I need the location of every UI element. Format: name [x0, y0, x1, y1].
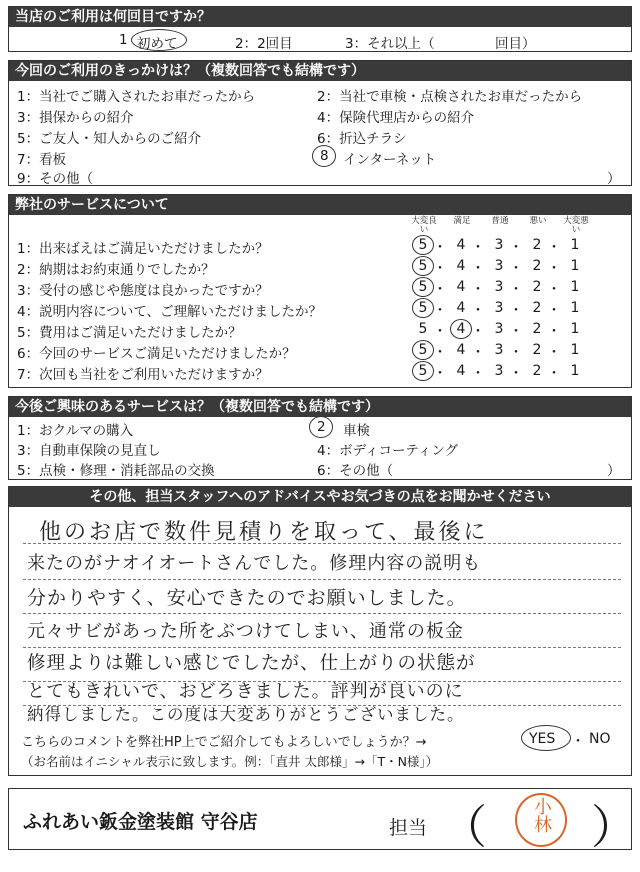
service-question: 7：次回も当社をご利用いただけますか？ [17, 367, 269, 383]
trigger-opt3: 3：損保からの紹介 [17, 110, 134, 126]
hp-consent-no: NO [589, 731, 611, 747]
interest-section [8, 396, 632, 480]
trigger-opt7: 7：看板 [17, 152, 67, 168]
service-question: 2：納期はお約束通りでしたか？ [17, 262, 215, 278]
interest-opt6-close: ） [607, 463, 621, 479]
trigger-opt9: 9：その他（ [17, 171, 94, 187]
selected-rating-circle [412, 256, 434, 276]
trigger-opt1: 1：当社でご購入されたお車だったから [17, 89, 256, 105]
selected-rating-circle [412, 298, 434, 318]
rating-separator: ・ [433, 282, 447, 298]
visit-count-header: 当店のご利用は何回目ですか？ [9, 7, 631, 27]
rating-option: 3 [494, 363, 504, 379]
hp-consent-separator: ・ [571, 734, 585, 750]
rating-separator: ・ [509, 282, 523, 298]
service-question: 6：今回のサービスご満足いただけましたか？ [17, 346, 296, 362]
rating-option: 4 [456, 342, 466, 358]
rating-separator: ・ [509, 366, 523, 382]
interest-opt2-number: 2 [317, 419, 326, 435]
rating-option: 1 [570, 237, 580, 253]
interest-opt4: 4：ボディコーティング [317, 443, 459, 459]
interest-opt2-circle [309, 416, 333, 438]
rating-option: 3 [494, 342, 504, 358]
rating-option: 5 [418, 258, 428, 274]
trigger-opt2: 2：当社で車検・点検されたお車だったから [317, 89, 583, 105]
staff-label: 担当 [389, 817, 428, 839]
staff-seal-text: 小林 [531, 797, 552, 833]
scale-label-very-bad: 大変悪い [563, 216, 589, 235]
comment-line-2: 来たのがナオイオートさんでした。修理内容の説明も [27, 553, 482, 574]
rating-option: 4 [456, 300, 466, 316]
rating-separator: ・ [433, 324, 447, 340]
selected-rating-circle [412, 235, 434, 255]
rating-option: 3 [494, 279, 504, 295]
rating-separator: ・ [471, 324, 485, 340]
rating-option: 4 [456, 321, 466, 337]
rating-option: 4 [456, 363, 466, 379]
rating-separator: ・ [547, 366, 561, 382]
rating-option: 5 [418, 321, 428, 337]
rating-separator: ・ [471, 282, 485, 298]
rating-option: 2 [532, 321, 542, 337]
rating-option: 4 [456, 237, 466, 253]
trigger-opt8-circle [312, 145, 336, 167]
rating-option: 2 [532, 342, 542, 358]
rating-option: 5 [418, 300, 428, 316]
staff-open-paren: （ [441, 800, 487, 854]
interest-opt5: 5：点検・修理・消耗部品の交換 [17, 463, 215, 479]
rating-option: 5 [418, 237, 428, 253]
comment-line-3: 分かりやすく、安心できたのでお願いしました。 [27, 587, 467, 609]
rating-separator: ・ [509, 345, 523, 361]
rating-option: 2 [532, 363, 542, 379]
visit-opt2: 2：2回目 [235, 36, 293, 52]
comment-header: その他、担当スタッフへのアドバイスやお気づきの点をお聞かせください [9, 487, 631, 507]
selected-rating-circle [412, 277, 434, 297]
rating-separator: ・ [509, 261, 523, 277]
rating-option: 5 [418, 342, 428, 358]
visit-opt1-label: 初めて [137, 36, 178, 52]
rating-separator: ・ [547, 303, 561, 319]
trigger-opt6: 6：折込チラシ [317, 131, 407, 147]
interest-header: 今後ご興味のあるサービスは？（複数回答でも結構です） [9, 397, 631, 417]
rating-option: 3 [494, 321, 504, 337]
rating-separator: ・ [547, 240, 561, 256]
rating-option: 1 [570, 279, 580, 295]
initials-note: （お名前はイニシャル表示に致します。例：「直井 太郎様」→「T・N様」） [21, 754, 439, 769]
service-question: 5：費用はご満足いただけましたか？ [17, 325, 242, 341]
comment-line-6: とてもきれいで、おどろきました。評判が良いのに [27, 681, 464, 702]
rating-option: 1 [570, 342, 580, 358]
interest-opt6: 6：その他（ [317, 463, 394, 479]
selected-rating-circle [412, 361, 434, 381]
rating-separator: ・ [509, 303, 523, 319]
trigger-opt4: 4：保険代理店からの紹介 [317, 110, 475, 126]
scale-label-bad: 悪い [529, 216, 547, 226]
rating-separator: ・ [547, 282, 561, 298]
comment-ruled-line [23, 647, 621, 648]
hp-consent-yes-circle [521, 725, 571, 751]
rating-separator: ・ [433, 303, 447, 319]
shop-footer [8, 788, 637, 854]
selected-rating-circle [450, 319, 472, 339]
service-question: 3：受付の感じや態度は良かったですか？ [17, 283, 269, 299]
service-section [8, 194, 632, 388]
trigger-section [8, 60, 632, 186]
rating-separator: ・ [471, 261, 485, 277]
rating-separator: ・ [471, 366, 485, 382]
trigger-opt5: 5：ご友人・知人からのご紹介 [17, 131, 202, 147]
interest-opt1: 1：おクルマの購入 [17, 423, 134, 439]
rating-option: 5 [418, 363, 428, 379]
rating-option: 2 [532, 279, 542, 295]
rating-option: 3 [494, 237, 504, 253]
selected-rating-circle [412, 340, 434, 360]
interest-opt3: 3：自動車保険の見直し [17, 443, 161, 459]
visit-count-section [8, 6, 632, 52]
rating-separator: ・ [471, 240, 485, 256]
rating-option: 4 [456, 279, 466, 295]
visit-opt1-number: 1 [119, 32, 128, 48]
rating-option: 1 [570, 300, 580, 316]
visit-opt3: 3：それ以上（ [345, 36, 435, 52]
rating-separator: ・ [509, 240, 523, 256]
rating-separator: ・ [433, 366, 447, 382]
hp-consent-question: こちらのコメントを弊社HP上でご紹介してもよろしいでしょうか？→ [21, 735, 427, 750]
rating-option: 1 [570, 321, 580, 337]
rating-option: 4 [456, 258, 466, 274]
trigger-header: 今回のご利用のきっかけは？（複数回答でも結構です） [9, 61, 631, 81]
staff-close-paren: ） [591, 800, 637, 854]
comment-line-1: 他のお店で数件見積りを取って、最後に [39, 520, 489, 545]
rating-separator: ・ [547, 324, 561, 340]
rating-separator: ・ [433, 345, 447, 361]
rating-option: 3 [494, 258, 504, 274]
comment-ruled-line [23, 579, 621, 580]
hp-consent-yes: YES [529, 731, 556, 747]
rating-option: 3 [494, 300, 504, 316]
scale-label-very-good: 大変良い [411, 216, 437, 235]
rating-option: 2 [532, 258, 542, 274]
shop-name: ふれあい鈑金塗装館 守谷店 [23, 811, 258, 833]
rating-separator: ・ [547, 345, 561, 361]
rating-option: 1 [570, 258, 580, 274]
comment-line-5: 修理よりは難しい感じでしたが、仕上がりの状態が [27, 653, 476, 674]
service-header: 弊社のサービスについて [9, 195, 631, 215]
scale-label-good: 満足 [453, 216, 471, 226]
rating-separator: ・ [433, 240, 447, 256]
visit-opt3-suffix: 回目） [495, 36, 536, 52]
staff-seal-stamp [515, 793, 567, 847]
rating-separator: ・ [471, 345, 485, 361]
rating-option: 1 [570, 363, 580, 379]
trigger-opt8-number: 8 [320, 148, 329, 164]
trigger-opt9-close: ） [607, 171, 621, 187]
service-question: 1：出来ばえはご満足いただけましたか？ [17, 241, 269, 257]
comment-line-4: 元々サビがあった所をぶつけてしまい、通常の板金 [27, 621, 464, 642]
service-question: 4：説明内容について、ご理解いただけましたか？ [17, 304, 323, 320]
comment-ruled-line [23, 613, 621, 614]
comment-line-7: 納得しました。この度は大変ありがとうございました。 [27, 705, 465, 724]
scale-label-normal: 普通 [491, 216, 509, 226]
comment-section [8, 486, 632, 776]
rating-option: 5 [418, 279, 428, 295]
rating-option: 2 [532, 237, 542, 253]
trigger-opt8-label: インターネット [343, 152, 437, 168]
rating-separator: ・ [547, 261, 561, 277]
rating-separator: ・ [509, 324, 523, 340]
rating-separator: ・ [471, 303, 485, 319]
visit-opt1-circle [131, 29, 187, 51]
interest-opt2-label: 車検 [343, 423, 370, 439]
rating-separator: ・ [433, 261, 447, 277]
rating-option: 2 [532, 300, 542, 316]
